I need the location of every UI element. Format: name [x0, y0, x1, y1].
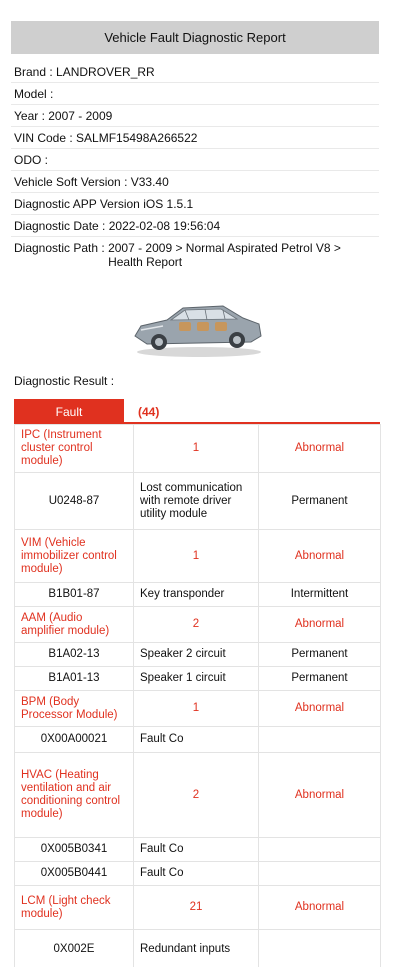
module-status: Abnormal [259, 607, 381, 643]
fault-description: Speaker 2 circuit [134, 643, 259, 667]
info-label: ODO : [14, 152, 52, 167]
module-status: Abnormal [259, 886, 381, 930]
module-row-hvac[interactable] [15, 753, 381, 838]
module-name: BPM (Body Processor Module) [15, 691, 134, 727]
info-value: 2007 - 2009 [48, 108, 113, 123]
module-row-bpm[interactable] [15, 691, 381, 727]
fault-code: 0X005B0341 [15, 838, 134, 862]
info-label: Diagnostic Date : [14, 218, 109, 233]
fault-type [259, 930, 381, 967]
info-value: 2022-02-08 19:56:04 [108, 218, 221, 233]
module-row-aam[interactable] [15, 607, 381, 643]
fault-description: Redundant inputs [134, 930, 259, 967]
fault-code: B1A01-13 [15, 667, 134, 691]
fault-description: Fault Co [134, 862, 259, 886]
module-name: LCM (Light check module) [15, 886, 134, 930]
info-label: Model : [14, 86, 57, 101]
module-status: Abnormal [259, 753, 381, 838]
info-value: SALMF15498A266522 [76, 130, 198, 145]
module-fault-count: 2 [134, 753, 259, 838]
code-row [15, 643, 381, 667]
fault-code: B1A02-13 [15, 643, 134, 667]
info-row-app-version [11, 193, 379, 215]
car-image [127, 296, 267, 358]
module-name: VIM (Vehicle immobilizer control module) [15, 530, 134, 583]
report-title: Vehicle Fault Diagnostic Report [104, 30, 286, 45]
fault-type: Permanent [259, 473, 381, 530]
report-title-bar [11, 21, 379, 54]
fault-type [259, 838, 381, 862]
vehicle-info-list [11, 61, 379, 273]
fault-code: U0248-87 [15, 473, 134, 530]
fault-description: Lost communication with remote driver utility module [134, 473, 259, 530]
fault-description: Speaker 1 circuit [134, 667, 259, 691]
module-status: Abnormal [259, 530, 381, 583]
module-fault-count: 1 [134, 530, 259, 583]
info-value: iOS 1.5.1 [143, 196, 194, 211]
info-label: Diagnostic APP Version [14, 196, 144, 211]
info-row-year [11, 105, 379, 127]
info-row-brand [11, 61, 379, 83]
fault-count-badge: (44) [138, 404, 160, 419]
tab-fault[interactable] [14, 399, 124, 424]
module-name: AAM (Audio amplifier module) [15, 607, 134, 643]
code-row [15, 473, 381, 530]
module-name: HVAC (Heating ventilation and air conditioning control module) [15, 753, 134, 838]
fault-type: Permanent [259, 643, 381, 667]
fault-type: Intermittent [259, 583, 381, 607]
info-value: 2007 - 2009 > Normal Aspirated Petrol V8 > Health Report [108, 241, 341, 269]
module-fault-count: 1 [134, 425, 259, 473]
code-row [15, 583, 381, 607]
code-row [15, 862, 381, 886]
module-fault-count: 21 [134, 886, 259, 930]
info-label: Year : [14, 108, 49, 123]
fault-type [259, 727, 381, 753]
info-row-soft-version [11, 171, 379, 193]
module-name: IPC (Instrument cluster control module) [15, 425, 134, 473]
info-value: LANDROVER_RR [56, 64, 155, 79]
code-row [15, 838, 381, 862]
module-status: Abnormal [259, 425, 381, 473]
fault-type [259, 862, 381, 886]
info-row-date [11, 215, 379, 237]
fault-description: Fault Co [134, 727, 259, 753]
module-row-ipc[interactable] [15, 425, 381, 473]
code-row [15, 930, 381, 967]
info-row-path [11, 237, 379, 273]
fault-code: 0X002E [15, 930, 134, 967]
info-row-odo [11, 149, 379, 171]
module-status: Abnormal [259, 691, 381, 727]
module-row-vim[interactable] [15, 530, 381, 583]
fault-code: B1B01-87 [15, 583, 134, 607]
fault-code: 0X005B0441 [15, 862, 134, 886]
module-row-lcm[interactable] [15, 886, 381, 930]
info-row-vin [11, 127, 379, 149]
diagnostic-result-label: Diagnostic Result : [14, 374, 115, 388]
module-fault-count: 1 [134, 691, 259, 727]
fault-description: Fault Co [134, 838, 259, 862]
info-label: Vehicle Soft Version : [14, 174, 131, 189]
fault-description: Key transponder [134, 583, 259, 607]
result-tab-bar [14, 399, 380, 424]
info-row-model [11, 83, 379, 105]
info-value: V33.40 [130, 174, 169, 189]
code-row [15, 667, 381, 691]
tab-fault-label: Fault [55, 404, 83, 419]
info-label: Diagnostic Path : [14, 241, 109, 255]
info-label: VIN Code : [14, 130, 77, 145]
code-row [15, 727, 381, 753]
info-label: Brand : [14, 64, 57, 79]
fault-table [14, 424, 381, 967]
fault-type: Permanent [259, 667, 381, 691]
fault-code: 0X00A00021 [15, 727, 134, 753]
module-fault-count: 2 [134, 607, 259, 643]
